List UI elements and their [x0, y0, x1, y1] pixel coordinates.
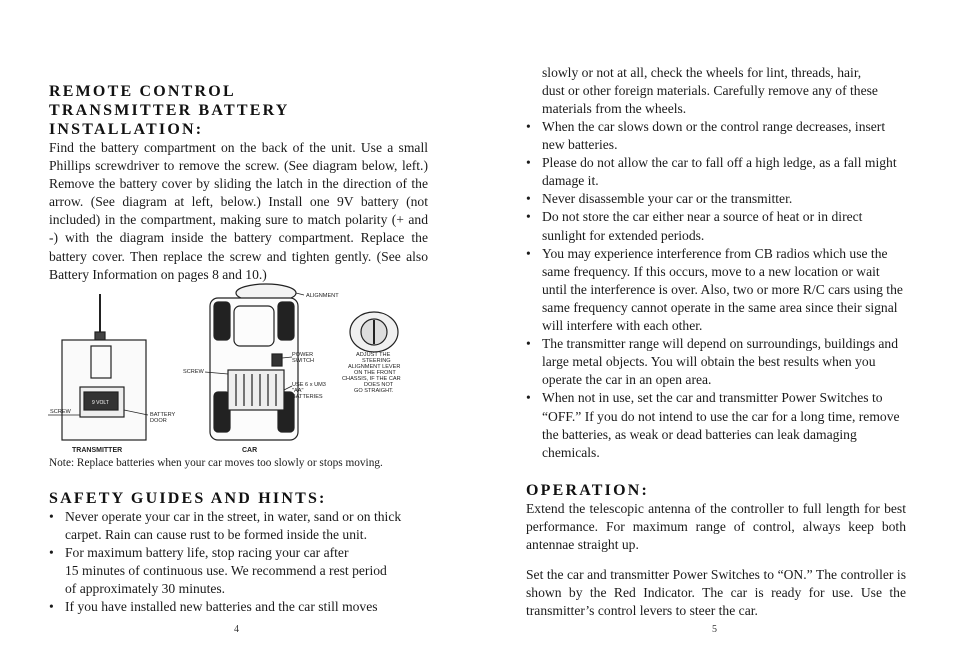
list-item: • When the car slows down or the control range decreases, insert new batteries.: [526, 118, 906, 154]
adjust-label-1: ADJUST THE: [356, 352, 391, 358]
page-number: 5: [712, 624, 717, 635]
continued-text: slowly or not at all, check the wheels for lint, threads, hair, dust or other foreign materials. Carefully remove any of these materials from the wheels.: [542, 65, 878, 117]
use-batteries-label-2: "AA": [292, 388, 304, 394]
alignment-label: ALIGNMENT: [306, 293, 339, 299]
installation-paragraph: Find the battery compartment on the back of the unit. Use a small Phillips screwdriver to remove the screw. (See diagram below, left.) Remove the battery cover by sliding the latch in the direction of the arrow. (See diagram at left, below.) Install one 9V battery (not included) in the compartment, making sure to match polarity (+ and -) with the diagram inside the battery compartment. Replace the battery cover. Then replace the screw and tighten gently. (See also Battery Information on pages 8 and 10.): [49, 140, 428, 282]
heading-line: INSTALLATION:: [49, 121, 204, 138]
safety-heading: SAFETY GUIDES AND HINTS:: [49, 490, 327, 507]
alignment-lever-detail: [350, 312, 398, 352]
transmitter-label: TRANSMITTER: [72, 447, 123, 454]
screw-car-label: SCREW: [183, 369, 204, 375]
transmitter-drawing: [48, 294, 148, 440]
use-batteries-label-3: BATTERIES: [292, 394, 323, 400]
operation-heading: OPERATION:: [526, 482, 650, 499]
right-page: [477, 0, 954, 668]
safety-list: [49, 508, 439, 617]
adjust-label-7: GO STRAIGHT.: [354, 388, 394, 394]
battery-door-label-2: DOOR: [150, 418, 167, 424]
heading-line: REMOTE CONTROL: [49, 83, 236, 100]
list-item: • For maximum battery life, stop racing your car after 15 minutes of continuous use. We recommend a rest period of approximately 30 minutes.: [49, 544, 439, 598]
page-number: 4: [234, 624, 239, 635]
adjust-label-6: DOES NOT: [364, 382, 394, 388]
list-item: • Never operate your car in the street, in water, sand or on thick carpet. Rain can cause rust to be formed inside the unit.: [49, 508, 439, 544]
nine-volt-label: 9 VOLT: [92, 400, 109, 406]
car-label: CAR: [242, 447, 258, 454]
installation-heading: [49, 82, 290, 139]
list-item: • Never disassemble your car or the transmitter.: [526, 190, 906, 208]
operation-paragraph-2: Set the car and transmitter Power Switches to “ON.” The controller is shown by the Red Indicator. The car is ready for use. Use the transmitter’s control levers to steer the car.: [526, 567, 906, 619]
car-drawing: [205, 284, 304, 440]
operation-paragraph-1: Extend the telescopic antenna of the controller to full length for best performance. For maximum range of control, always keep both antennae straight up.: [526, 501, 906, 553]
list-item: • Do not store the car either near a source of heat or in direct sunlight for extended periods.: [526, 208, 906, 244]
battery-note: Note: Replace batteries when your car moves too slowly or stops moving.: [49, 457, 383, 469]
screw-transmitter-label: SCREW: [50, 409, 71, 415]
battery-installation-diagram: [48, 282, 438, 454]
list-item: • Please do not allow the car to fall off a high ledge, as a fall might damage it.: [526, 154, 906, 190]
adjust-label-4: ON THE FRONT: [354, 370, 396, 376]
list-item: • The transmitter range will depend on surroundings, buildings and large metal objects. You will obtain the best results when you operate the car in an open area.: [526, 335, 906, 389]
hints-list: [526, 118, 906, 462]
power-switch-label-2: SWITCH: [292, 358, 315, 364]
battery-door-label-1: BATTERY: [150, 412, 176, 418]
list-item: • You may experience interference from CB radios which use the same frequency. If this occurs, move to a new location or wait until the interference is over. Also, two or more R/C cars using the same frequency cannot operate in the same area since their signal will interfere with each other.: [526, 245, 906, 335]
use-batteries-label-1: USE 6 x UM3: [292, 382, 326, 388]
power-switch-label-1: POWER: [292, 352, 314, 358]
adjust-label-2: STEERING: [362, 358, 391, 364]
adjust-label-5: CHASSIS, IF THE CAR: [342, 376, 401, 382]
adjust-label-3: ALIGNMENT LEVER: [348, 364, 401, 370]
heading-line: TRANSMITTER BATTERY: [49, 102, 290, 119]
list-item: • If you have installed new batteries and the car still moves: [49, 598, 439, 616]
list-item: • When not in use, set the car and transmitter Power Switches to “OFF.” If you do not intend to use the car for a long time, remove the batteries, as weak or dead batteries can leak damaging chemicals.: [526, 389, 906, 461]
